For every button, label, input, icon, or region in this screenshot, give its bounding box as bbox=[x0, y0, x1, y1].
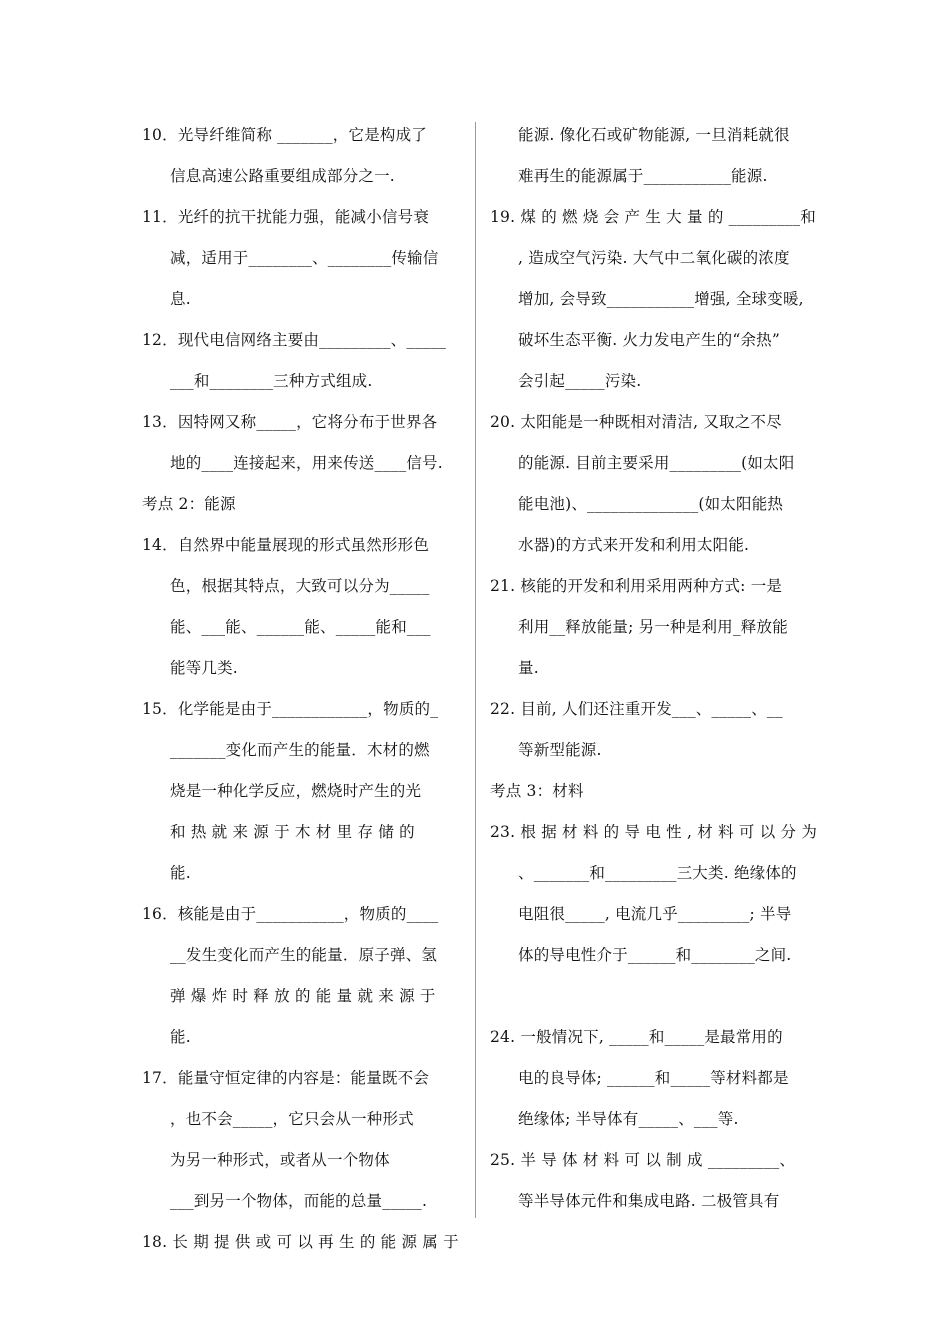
text-line: 水器)的方式来开发和利用太阳能. bbox=[518, 536, 750, 554]
text-line: 地的____连接起来，用来传送____信号. bbox=[170, 454, 443, 472]
text-line: 电阻很_____, 电流几乎_________; 半导 bbox=[518, 905, 792, 923]
text-line: _______变化而产生的能量．木材的燃 bbox=[170, 741, 430, 759]
text-line: 和 热 就 来 源 于 木 材 里 存 储 的 bbox=[170, 823, 415, 841]
right-column bbox=[490, 115, 820, 1222]
left-column bbox=[142, 115, 460, 1263]
text-line: 19. 煤 的 燃 烧 会 产 生 大 量 的 _________和 bbox=[490, 208, 816, 226]
text-line: 24. 一般情况下, _____和_____是最常用的 bbox=[490, 1028, 783, 1046]
text-line: 绝缘体; 半导体有_____、___等. bbox=[518, 1110, 739, 1128]
text-line: 22. 目前, 人们还注重开发___、_____、__ bbox=[490, 700, 783, 718]
text-line: 25. 半 导 体 材 料 可 以 制 成 _________、 bbox=[490, 1151, 796, 1169]
text-line: 能等几类. bbox=[170, 659, 238, 677]
text-line: 11．光纤的抗干扰能力强，能减小信号衰 bbox=[142, 208, 430, 226]
text-line: 色，根据其特点，大致可以分为_____ bbox=[170, 577, 430, 595]
column-divider bbox=[475, 122, 476, 1218]
text-line: , 造成空气污染. 大气中二氧化碳的浓度 bbox=[518, 249, 790, 267]
text-line: 能. bbox=[170, 864, 191, 882]
text-line: 23. 根 据 材 料 的 导 电 性 , 材 料 可 以 分 为 bbox=[490, 823, 818, 841]
text-line: ___到另一个物体，而能的总量_____. bbox=[170, 1192, 428, 1210]
text-line: 减，适用于________、________传输信 bbox=[170, 249, 439, 267]
text-line: 等新型能源. bbox=[518, 741, 602, 759]
text-line: 增加, 会导致___________增强, 全球变暖, bbox=[518, 290, 804, 308]
text-line: 信息高速公路重要组成部分之一. bbox=[170, 167, 395, 185]
text-line: 18. 长 期 提 供 或 可 以 再 生 的 能 源 属 于 bbox=[142, 1233, 459, 1251]
text-line: 电的良导体; ______和_____等材料都是 bbox=[518, 1069, 789, 1087]
text-line: 、_______和_________三大类. 绝缘体的 bbox=[518, 864, 797, 882]
text-line: 12．现代电信网络主要由_________、_____ bbox=[142, 331, 447, 349]
text-line: ，也不会_____，它只会从一种形式 bbox=[170, 1110, 414, 1128]
text-line: 20. 太阳能是一种既相对清洁, 又取之不尽 bbox=[490, 413, 782, 431]
text-line: 10．光导纤维简称 _______，它是构成了 bbox=[142, 126, 428, 144]
text-line: 等半导体元件和集成电路. 二极管具有 bbox=[518, 1192, 780, 1210]
text-line: 16．核能是由于___________，物质的____ bbox=[142, 905, 439, 923]
text-line: 14．自然界中能量展现的形式虽然形形色 bbox=[142, 536, 430, 554]
text-line: ___和________三种方式组成. bbox=[170, 372, 373, 390]
text-line: 能电池)、______________(如太阳能热 bbox=[518, 495, 784, 513]
text-line: 的能源. 目前主要采用_________(如太阳 bbox=[518, 454, 795, 472]
text-line: 烧是一种化学反应，燃烧时产生的光 bbox=[170, 782, 422, 800]
text-line: 体的导电性介于______和________之间. bbox=[518, 946, 792, 964]
text-line: 息. bbox=[170, 290, 191, 308]
text-line: 量. bbox=[518, 659, 539, 677]
text-line: 13．因特网又称_____，它将分布于世界各 bbox=[142, 413, 438, 431]
text-line: 能源. 像化石或矿物能源, 一旦消耗就很 bbox=[518, 126, 790, 144]
text-line: 17．能量守恒定律的内容是：能量既不会 bbox=[142, 1069, 430, 1087]
text-line: 能、___能、______能、_____能和___ bbox=[170, 618, 431, 636]
text-line: 能. bbox=[170, 1028, 191, 1046]
text-line: 15．化学能是由于____________，物质的_ bbox=[142, 700, 439, 718]
text-line: 为另一种形式，或者从一个物体 bbox=[170, 1151, 390, 1169]
text-line: 难再生的能源属于___________能源. bbox=[518, 167, 768, 185]
text-line: 考点 3：材料 bbox=[490, 782, 584, 800]
text-line: 弹 爆 炸 时 释 放 的 能 量 就 来 源 于 bbox=[170, 987, 436, 1005]
text-line: 会引起_____污染. bbox=[518, 372, 642, 390]
text-line: __发生变化而产生的能量．原子弹、氢 bbox=[170, 946, 438, 964]
text-line: 破坏生态平衡. 火力发电产生的“余热” bbox=[518, 331, 781, 349]
text-line: 21. 核能的开发和利用采用两种方式: 一是 bbox=[490, 577, 783, 595]
text-line: 利用__释放能量; 另一种是利用_释放能 bbox=[518, 618, 788, 636]
text-line: 考点 2：能源 bbox=[142, 495, 236, 513]
